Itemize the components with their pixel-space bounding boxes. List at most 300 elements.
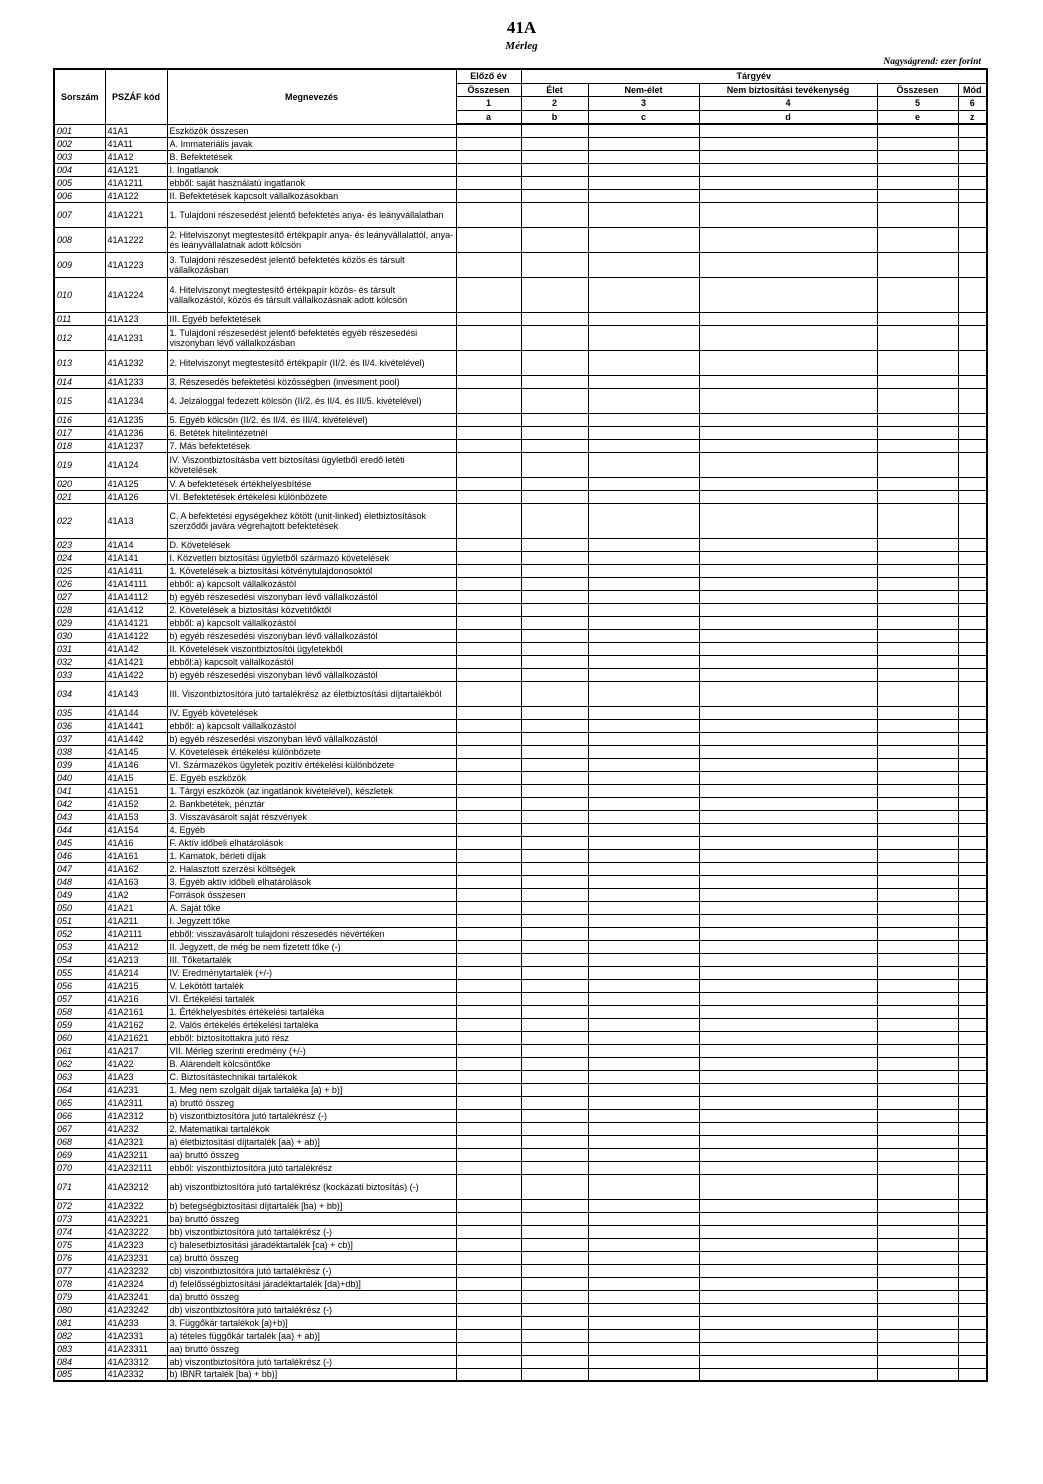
cell-life[interactable] [521, 914, 588, 927]
cell-non-insurance[interactable] [699, 992, 877, 1005]
cell-life[interactable] [521, 732, 588, 745]
cell-total[interactable] [877, 312, 958, 325]
cell-previous-total[interactable] [456, 979, 521, 992]
cell-non-life[interactable] [588, 413, 699, 426]
cell-total[interactable] [877, 966, 958, 979]
cell-life[interactable] [521, 1199, 588, 1212]
cell-mode[interactable] [958, 176, 987, 189]
cell-non-insurance[interactable] [699, 655, 877, 668]
cell-total[interactable] [877, 252, 958, 277]
cell-non-insurance[interactable] [699, 1264, 877, 1277]
cell-previous-total[interactable] [456, 252, 521, 277]
cell-previous-total[interactable] [456, 325, 521, 350]
cell-mode[interactable] [958, 992, 987, 1005]
cell-total[interactable] [877, 1303, 958, 1316]
cell-non-life[interactable] [588, 388, 699, 413]
cell-non-insurance[interactable] [699, 1199, 877, 1212]
cell-non-insurance[interactable] [699, 189, 877, 202]
cell-non-insurance[interactable] [699, 875, 877, 888]
cell-total[interactable] [877, 836, 958, 849]
cell-non-life[interactable] [588, 668, 699, 681]
cell-previous-total[interactable] [456, 1355, 521, 1368]
cell-life[interactable] [521, 823, 588, 836]
cell-non-insurance[interactable] [699, 137, 877, 150]
cell-life[interactable] [521, 1044, 588, 1057]
cell-life[interactable] [521, 551, 588, 564]
cell-life[interactable] [521, 1355, 588, 1368]
cell-non-insurance[interactable] [699, 124, 877, 137]
cell-life[interactable] [521, 202, 588, 227]
cell-non-insurance[interactable] [699, 668, 877, 681]
cell-non-insurance[interactable] [699, 849, 877, 862]
cell-previous-total[interactable] [456, 1368, 521, 1381]
cell-mode[interactable] [958, 277, 987, 312]
cell-mode[interactable] [958, 668, 987, 681]
cell-mode[interactable] [958, 227, 987, 252]
cell-previous-total[interactable] [456, 953, 521, 966]
cell-life[interactable] [521, 1083, 588, 1096]
cell-total[interactable] [877, 577, 958, 590]
cell-life[interactable] [521, 1238, 588, 1251]
cell-life[interactable] [521, 439, 588, 452]
cell-total[interactable] [877, 538, 958, 551]
cell-previous-total[interactable] [456, 888, 521, 901]
cell-total[interactable] [877, 1148, 958, 1161]
cell-mode[interactable] [958, 1018, 987, 1031]
cell-life[interactable] [521, 163, 588, 176]
cell-life[interactable] [521, 564, 588, 577]
cell-total[interactable] [877, 1199, 958, 1212]
cell-mode[interactable] [958, 810, 987, 823]
cell-total[interactable] [877, 823, 958, 836]
cell-life[interactable] [521, 616, 588, 629]
cell-life[interactable] [521, 953, 588, 966]
cell-non-life[interactable] [588, 940, 699, 953]
cell-non-life[interactable] [588, 202, 699, 227]
cell-total[interactable] [877, 1342, 958, 1355]
cell-non-insurance[interactable] [699, 477, 877, 490]
cell-previous-total[interactable] [456, 966, 521, 979]
cell-non-insurance[interactable] [699, 1018, 877, 1031]
cell-previous-total[interactable] [456, 914, 521, 927]
cell-previous-total[interactable] [456, 771, 521, 784]
cell-non-life[interactable] [588, 1238, 699, 1251]
cell-life[interactable] [521, 1148, 588, 1161]
cell-life[interactable] [521, 901, 588, 914]
cell-previous-total[interactable] [456, 668, 521, 681]
cell-previous-total[interactable] [456, 1264, 521, 1277]
cell-previous-total[interactable] [456, 784, 521, 797]
cell-previous-total[interactable] [456, 901, 521, 914]
cell-total[interactable] [877, 849, 958, 862]
cell-mode[interactable] [958, 706, 987, 719]
cell-total[interactable] [877, 350, 958, 375]
cell-non-insurance[interactable] [699, 1238, 877, 1251]
cell-non-life[interactable] [588, 1031, 699, 1044]
cell-non-life[interactable] [588, 1122, 699, 1135]
cell-non-life[interactable] [588, 1005, 699, 1018]
cell-life[interactable] [521, 979, 588, 992]
cell-non-life[interactable] [588, 1109, 699, 1122]
cell-mode[interactable] [958, 1005, 987, 1018]
cell-total[interactable] [877, 745, 958, 758]
cell-life[interactable] [521, 1329, 588, 1342]
cell-life[interactable] [521, 426, 588, 439]
cell-life[interactable] [521, 1251, 588, 1264]
cell-total[interactable] [877, 1096, 958, 1109]
cell-total[interactable] [877, 413, 958, 426]
cell-life[interactable] [521, 668, 588, 681]
cell-total[interactable] [877, 490, 958, 503]
cell-life[interactable] [521, 176, 588, 189]
cell-previous-total[interactable] [456, 616, 521, 629]
cell-non-insurance[interactable] [699, 426, 877, 439]
cell-previous-total[interactable] [456, 862, 521, 875]
cell-non-insurance[interactable] [699, 439, 877, 452]
cell-life[interactable] [521, 388, 588, 413]
cell-life[interactable] [521, 452, 588, 477]
cell-total[interactable] [877, 1005, 958, 1018]
cell-non-insurance[interactable] [699, 503, 877, 538]
cell-non-insurance[interactable] [699, 375, 877, 388]
cell-life[interactable] [521, 1070, 588, 1083]
cell-non-life[interactable] [588, 966, 699, 979]
cell-previous-total[interactable] [456, 745, 521, 758]
cell-mode[interactable] [958, 797, 987, 810]
cell-mode[interactable] [958, 452, 987, 477]
cell-life[interactable] [521, 1096, 588, 1109]
cell-previous-total[interactable] [456, 1290, 521, 1303]
cell-non-insurance[interactable] [699, 1161, 877, 1174]
cell-mode[interactable] [958, 150, 987, 163]
cell-life[interactable] [521, 503, 588, 538]
cell-life[interactable] [521, 189, 588, 202]
cell-non-life[interactable] [588, 1083, 699, 1096]
cell-non-life[interactable] [588, 888, 699, 901]
cell-mode[interactable] [958, 1122, 987, 1135]
cell-non-life[interactable] [588, 439, 699, 452]
cell-non-insurance[interactable] [699, 706, 877, 719]
cell-life[interactable] [521, 849, 588, 862]
cell-total[interactable] [877, 426, 958, 439]
cell-non-life[interactable] [588, 503, 699, 538]
cell-mode[interactable] [958, 1316, 987, 1329]
cell-total[interactable] [877, 758, 958, 771]
cell-non-life[interactable] [588, 784, 699, 797]
cell-total[interactable] [877, 564, 958, 577]
cell-non-life[interactable] [588, 1303, 699, 1316]
cell-non-insurance[interactable] [699, 862, 877, 875]
cell-non-life[interactable] [588, 277, 699, 312]
cell-non-insurance[interactable] [699, 551, 877, 564]
cell-life[interactable] [521, 1290, 588, 1303]
cell-non-life[interactable] [588, 1174, 699, 1199]
cell-non-insurance[interactable] [699, 1148, 877, 1161]
cell-mode[interactable] [958, 1096, 987, 1109]
cell-life[interactable] [521, 413, 588, 426]
cell-mode[interactable] [958, 849, 987, 862]
cell-mode[interactable] [958, 1109, 987, 1122]
cell-previous-total[interactable] [456, 655, 521, 668]
cell-life[interactable] [521, 1031, 588, 1044]
cell-non-insurance[interactable] [699, 681, 877, 706]
cell-non-insurance[interactable] [699, 202, 877, 227]
cell-previous-total[interactable] [456, 927, 521, 940]
cell-total[interactable] [877, 810, 958, 823]
cell-previous-total[interactable] [456, 719, 521, 732]
cell-non-life[interactable] [588, 577, 699, 590]
cell-previous-total[interactable] [456, 277, 521, 312]
cell-previous-total[interactable] [456, 1031, 521, 1044]
cell-life[interactable] [521, 836, 588, 849]
cell-non-life[interactable] [588, 642, 699, 655]
cell-previous-total[interactable] [456, 439, 521, 452]
cell-total[interactable] [877, 124, 958, 137]
cell-mode[interactable] [958, 745, 987, 758]
cell-previous-total[interactable] [456, 1109, 521, 1122]
cell-non-insurance[interactable] [699, 797, 877, 810]
cell-non-life[interactable] [588, 252, 699, 277]
cell-mode[interactable] [958, 1135, 987, 1148]
cell-total[interactable] [877, 163, 958, 176]
cell-non-insurance[interactable] [699, 577, 877, 590]
cell-non-life[interactable] [588, 681, 699, 706]
cell-total[interactable] [877, 1174, 958, 1199]
cell-mode[interactable] [958, 732, 987, 745]
cell-life[interactable] [521, 1135, 588, 1148]
cell-previous-total[interactable] [456, 1174, 521, 1199]
cell-non-life[interactable] [588, 1018, 699, 1031]
cell-mode[interactable] [958, 252, 987, 277]
cell-total[interactable] [877, 503, 958, 538]
cell-non-life[interactable] [588, 590, 699, 603]
cell-mode[interactable] [958, 375, 987, 388]
cell-previous-total[interactable] [456, 1148, 521, 1161]
cell-previous-total[interactable] [456, 163, 521, 176]
cell-non-life[interactable] [588, 1199, 699, 1212]
cell-non-life[interactable] [588, 979, 699, 992]
cell-previous-total[interactable] [456, 1070, 521, 1083]
cell-previous-total[interactable] [456, 836, 521, 849]
cell-total[interactable] [877, 439, 958, 452]
cell-previous-total[interactable] [456, 1057, 521, 1070]
cell-non-life[interactable] [588, 745, 699, 758]
cell-non-life[interactable] [588, 1316, 699, 1329]
cell-mode[interactable] [958, 503, 987, 538]
cell-non-insurance[interactable] [699, 1212, 877, 1225]
cell-non-insurance[interactable] [699, 150, 877, 163]
cell-life[interactable] [521, 719, 588, 732]
cell-previous-total[interactable] [456, 551, 521, 564]
cell-non-insurance[interactable] [699, 1174, 877, 1199]
cell-non-insurance[interactable] [699, 227, 877, 252]
cell-total[interactable] [877, 681, 958, 706]
cell-non-life[interactable] [588, 1368, 699, 1381]
cell-mode[interactable] [958, 836, 987, 849]
cell-previous-total[interactable] [456, 388, 521, 413]
cell-total[interactable] [877, 1290, 958, 1303]
cell-non-life[interactable] [588, 797, 699, 810]
cell-non-life[interactable] [588, 1342, 699, 1355]
cell-non-life[interactable] [588, 227, 699, 252]
cell-mode[interactable] [958, 642, 987, 655]
cell-previous-total[interactable] [456, 577, 521, 590]
cell-non-insurance[interactable] [699, 966, 877, 979]
cell-total[interactable] [877, 227, 958, 252]
cell-mode[interactable] [958, 124, 987, 137]
cell-mode[interactable] [958, 1290, 987, 1303]
cell-non-insurance[interactable] [699, 784, 877, 797]
cell-previous-total[interactable] [456, 176, 521, 189]
cell-mode[interactable] [958, 1031, 987, 1044]
cell-non-life[interactable] [588, 862, 699, 875]
cell-non-insurance[interactable] [699, 1135, 877, 1148]
cell-total[interactable] [877, 1212, 958, 1225]
cell-non-insurance[interactable] [699, 914, 877, 927]
cell-non-life[interactable] [588, 927, 699, 940]
cell-total[interactable] [877, 953, 958, 966]
cell-non-life[interactable] [588, 1057, 699, 1070]
cell-total[interactable] [877, 325, 958, 350]
cell-life[interactable] [521, 940, 588, 953]
cell-previous-total[interactable] [456, 1161, 521, 1174]
cell-non-insurance[interactable] [699, 940, 877, 953]
cell-non-life[interactable] [588, 901, 699, 914]
cell-total[interactable] [877, 1070, 958, 1083]
cell-non-insurance[interactable] [699, 452, 877, 477]
cell-mode[interactable] [958, 538, 987, 551]
cell-total[interactable] [877, 1057, 958, 1070]
cell-mode[interactable] [958, 629, 987, 642]
cell-total[interactable] [877, 706, 958, 719]
cell-life[interactable] [521, 1277, 588, 1290]
cell-total[interactable] [877, 477, 958, 490]
cell-non-life[interactable] [588, 150, 699, 163]
cell-total[interactable] [877, 1109, 958, 1122]
cell-non-insurance[interactable] [699, 836, 877, 849]
cell-mode[interactable] [958, 927, 987, 940]
cell-life[interactable] [521, 477, 588, 490]
cell-non-life[interactable] [588, 771, 699, 784]
cell-previous-total[interactable] [456, 1044, 521, 1057]
cell-life[interactable] [521, 1057, 588, 1070]
cell-life[interactable] [521, 227, 588, 252]
cell-total[interactable] [877, 771, 958, 784]
cell-mode[interactable] [958, 784, 987, 797]
cell-life[interactable] [521, 810, 588, 823]
cell-mode[interactable] [958, 1368, 987, 1381]
cell-non-insurance[interactable] [699, 888, 877, 901]
cell-non-insurance[interactable] [699, 1316, 877, 1329]
cell-previous-total[interactable] [456, 564, 521, 577]
cell-mode[interactable] [958, 551, 987, 564]
cell-non-insurance[interactable] [699, 1342, 877, 1355]
cell-non-insurance[interactable] [699, 1031, 877, 1044]
cell-previous-total[interactable] [456, 940, 521, 953]
cell-previous-total[interactable] [456, 490, 521, 503]
cell-life[interactable] [521, 325, 588, 350]
cell-total[interactable] [877, 1225, 958, 1238]
cell-life[interactable] [521, 590, 588, 603]
cell-life[interactable] [521, 745, 588, 758]
cell-non-life[interactable] [588, 1264, 699, 1277]
cell-total[interactable] [877, 1329, 958, 1342]
cell-life[interactable] [521, 1122, 588, 1135]
cell-total[interactable] [877, 1277, 958, 1290]
cell-total[interactable] [877, 732, 958, 745]
cell-non-insurance[interactable] [699, 1044, 877, 1057]
cell-life[interactable] [521, 862, 588, 875]
cell-previous-total[interactable] [456, 849, 521, 862]
cell-mode[interactable] [958, 388, 987, 413]
cell-non-life[interactable] [588, 706, 699, 719]
cell-non-insurance[interactable] [699, 1225, 877, 1238]
cell-non-life[interactable] [588, 823, 699, 836]
cell-non-insurance[interactable] [699, 1005, 877, 1018]
cell-life[interactable] [521, 642, 588, 655]
cell-life[interactable] [521, 1264, 588, 1277]
cell-previous-total[interactable] [456, 150, 521, 163]
cell-non-insurance[interactable] [699, 603, 877, 616]
cell-mode[interactable] [958, 590, 987, 603]
cell-total[interactable] [877, 452, 958, 477]
cell-non-life[interactable] [588, 137, 699, 150]
cell-mode[interactable] [958, 1251, 987, 1264]
cell-previous-total[interactable] [456, 1251, 521, 1264]
cell-mode[interactable] [958, 1174, 987, 1199]
cell-previous-total[interactable] [456, 375, 521, 388]
cell-total[interactable] [877, 1018, 958, 1031]
cell-non-insurance[interactable] [699, 758, 877, 771]
cell-life[interactable] [521, 538, 588, 551]
cell-mode[interactable] [958, 312, 987, 325]
cell-non-life[interactable] [588, 875, 699, 888]
cell-non-insurance[interactable] [699, 616, 877, 629]
cell-mode[interactable] [958, 1148, 987, 1161]
cell-total[interactable] [877, 901, 958, 914]
cell-total[interactable] [877, 1264, 958, 1277]
cell-non-life[interactable] [588, 719, 699, 732]
cell-non-life[interactable] [588, 1044, 699, 1057]
cell-total[interactable] [877, 1316, 958, 1329]
cell-life[interactable] [521, 252, 588, 277]
cell-previous-total[interactable] [456, 590, 521, 603]
cell-non-insurance[interactable] [699, 1290, 877, 1303]
cell-mode[interactable] [958, 1044, 987, 1057]
cell-mode[interactable] [958, 1199, 987, 1212]
cell-life[interactable] [521, 577, 588, 590]
cell-life[interactable] [521, 888, 588, 901]
cell-mode[interactable] [958, 1161, 987, 1174]
cell-life[interactable] [521, 1161, 588, 1174]
cell-non-insurance[interactable] [699, 1057, 877, 1070]
cell-total[interactable] [877, 375, 958, 388]
cell-non-insurance[interactable] [699, 771, 877, 784]
cell-total[interactable] [877, 277, 958, 312]
cell-non-life[interactable] [588, 163, 699, 176]
cell-non-insurance[interactable] [699, 490, 877, 503]
cell-previous-total[interactable] [456, 452, 521, 477]
cell-previous-total[interactable] [456, 1122, 521, 1135]
cell-non-insurance[interactable] [699, 388, 877, 413]
cell-previous-total[interactable] [456, 477, 521, 490]
cell-previous-total[interactable] [456, 227, 521, 252]
cell-previous-total[interactable] [456, 1303, 521, 1316]
cell-previous-total[interactable] [456, 202, 521, 227]
cell-previous-total[interactable] [456, 732, 521, 745]
cell-non-life[interactable] [588, 176, 699, 189]
cell-non-life[interactable] [588, 732, 699, 745]
